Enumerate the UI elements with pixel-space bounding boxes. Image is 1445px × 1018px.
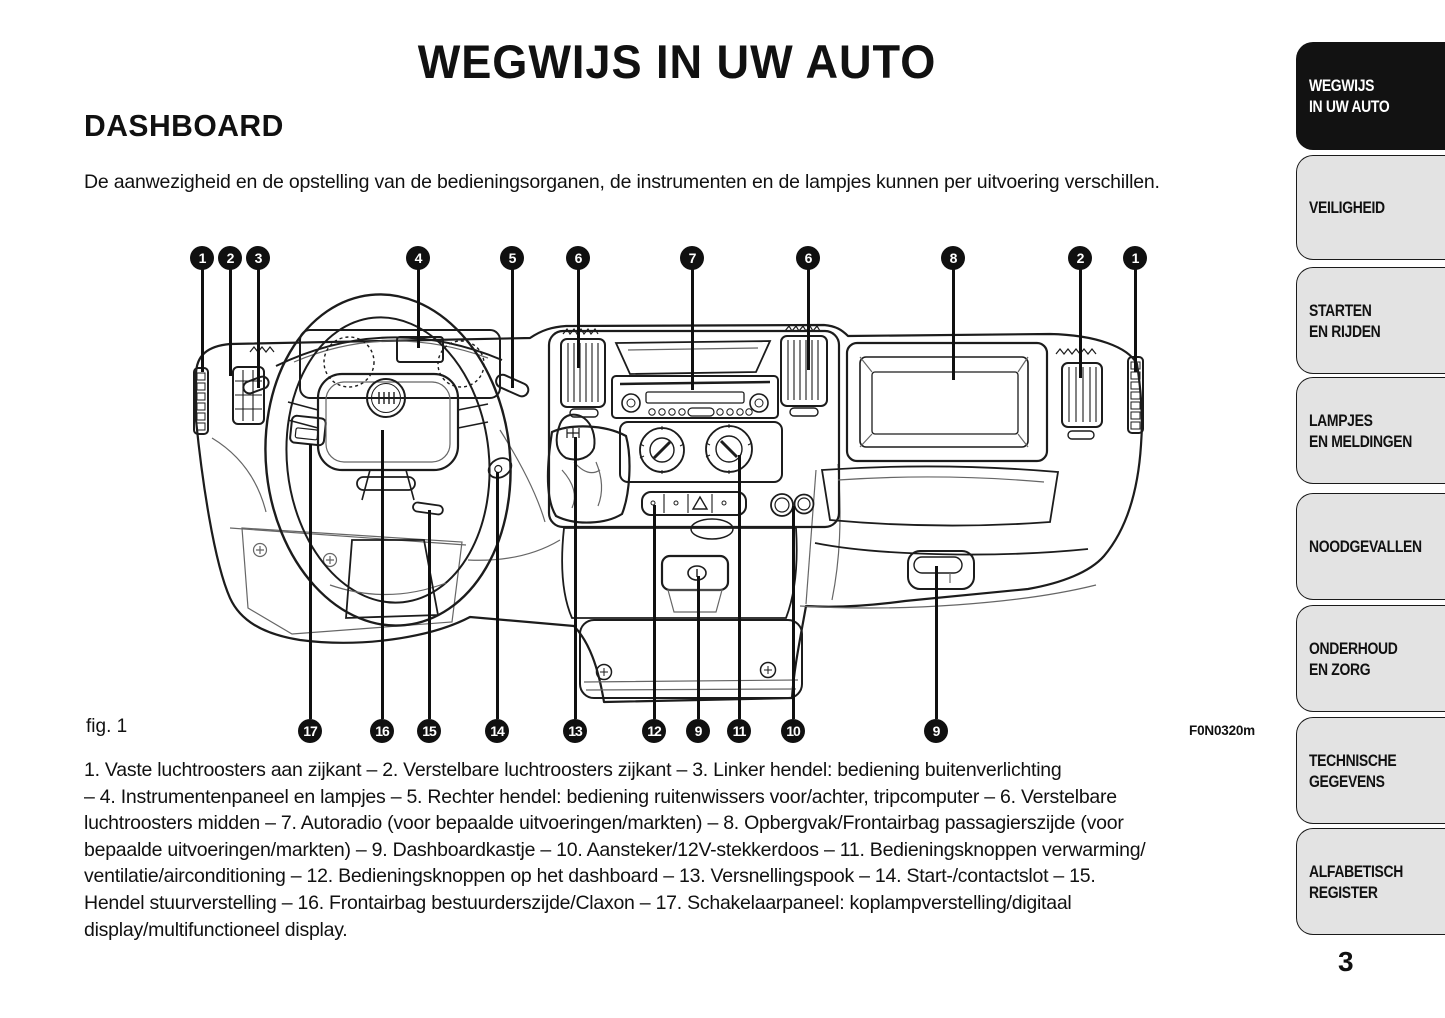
callout-marker-3: 3 [246, 246, 270, 270]
driver-airbag-pad [318, 374, 458, 470]
callout-marker-10: 10 [781, 719, 805, 743]
callout-line-6 [807, 269, 810, 370]
intro-text: De aanwezigheid en de opstelling van de bedieningsorganen, de instrumenten en de lampjes kunnen per uitvoering verschillen. [84, 171, 1160, 193]
cup-recess [691, 519, 733, 539]
sidebar-tab-onderhoud-en-zorg[interactable] [1296, 605, 1445, 712]
car-radio [612, 376, 778, 418]
callout-line-8 [952, 269, 955, 380]
callout-line-10 [792, 506, 795, 719]
chapter-sidebar [1296, 0, 1445, 1018]
sidebar-tab-alfabetisch-register[interactable] [1296, 828, 1445, 935]
legend-line: luchtroosters midden – 7. Autoradio (voor bepaalde uitvoeringen/markten) – 8. Opbergvak/Frontairbag passagierszijde (voor [84, 812, 1124, 835]
callout-marker-9: 9 [924, 719, 948, 743]
callout-marker-13: 13 [563, 719, 587, 743]
page-number: 3 [1338, 946, 1354, 977]
sidebar-tab-label: VEILIGHEID [1309, 198, 1385, 217]
right-adjustable-vent [1062, 363, 1102, 439]
callout-marker-7: 7 [680, 246, 704, 270]
sidebar-tab-label: LAMPJES [1309, 410, 1373, 430]
sidebar-tab-label: WEGWIJS [1309, 76, 1375, 95]
sidebar-tab-veiligheid[interactable] [1296, 155, 1445, 260]
figure-label: fig. 1 [86, 716, 128, 737]
callout-marker-17: 17 [298, 719, 322, 743]
figure-code: F0N0320m [1189, 723, 1255, 738]
callout-marker-16: 16 [370, 719, 394, 743]
passenger-airbag-panel [847, 343, 1047, 461]
callout-line-9 [697, 576, 700, 719]
callout-line-15 [428, 510, 431, 719]
sidebar-tab-label: REGISTER [1309, 882, 1378, 902]
callout-marker-4: 4 [406, 246, 430, 270]
callout-line-16 [381, 430, 384, 719]
passenger-shelf [822, 466, 1058, 525]
gear-lever [548, 415, 630, 523]
callout-marker-14: 14 [485, 719, 509, 743]
sidebar-tab-label: EN RIJDEN [1309, 321, 1381, 341]
sidebar-tab-starten-en-rijden[interactable] [1296, 267, 1445, 374]
sidebar-tab-technische-gegevens[interactable] [1296, 717, 1445, 824]
legend-line: – 4. Instrumentenpaneel en lampjes – 5. Rechter hendel: bediening ruitenwissers voor/achter, tripcomputer – 6. Verstelbare [84, 785, 1117, 808]
page-title: WEGWIJS IN UW AUTO [417, 35, 937, 88]
callout-marker-12: 12 [642, 719, 666, 743]
callout-line-4 [417, 269, 420, 348]
callout-marker-15: 15 [417, 719, 441, 743]
callout-line-1 [1134, 269, 1137, 372]
glovebox [800, 543, 1096, 608]
sidebar-tab-label: IN UW AUTO [1309, 97, 1390, 116]
callout-marker-2: 2 [218, 246, 242, 270]
callout-marker-6: 6 [796, 246, 820, 270]
callout-line-17 [309, 444, 312, 719]
sidebar-tab-label: GEGEVENS [1309, 771, 1385, 791]
callout-line-13 [574, 437, 577, 719]
sidebar-tab-wegwijs-in-uw-auto[interactable] [1296, 42, 1445, 150]
callout-marker-8: 8 [941, 246, 965, 270]
callout-line-14 [496, 472, 499, 719]
callout-marker-1: 1 [1123, 246, 1147, 270]
legend-line: Hendel stuurverstelling – 16. Frontairbag bestuurderszijde/Claxon – 17. Schakelaarpaneel: koplampverstelling/digitaal [84, 891, 1072, 914]
sidebar-tab-label: EN MELDINGEN [1309, 431, 1412, 451]
sidebar-tab-label: ONDERHOUD [1309, 638, 1398, 658]
steering-wheel [249, 282, 526, 638]
figure-legend [84, 757, 1145, 943]
sidebar-tab-label: STARTEN [1309, 300, 1372, 320]
sidebar-tab-noodgevallen[interactable] [1296, 493, 1445, 600]
callout-line-2 [1079, 269, 1082, 378]
section-heading: DASHBOARD [84, 108, 284, 143]
callout-line-2 [229, 269, 232, 376]
callout-marker-2: 2 [1068, 246, 1092, 270]
console-compartment-lid [662, 556, 728, 590]
sidebar-tab-label: ALFABETISCH [1309, 861, 1403, 881]
callout-marker-1: 1 [190, 246, 214, 270]
callout-line-11 [738, 455, 741, 719]
center-vent-right [781, 336, 827, 416]
callout-line-6 [577, 269, 580, 368]
legend-line: 1. Vaste luchtroosters aan zijkant – 2. Verstelbare luchtroosters zijkant – 3. Linker hendel: bediening buitenverlichting [84, 759, 1062, 781]
callout-line-9 [935, 566, 938, 719]
dashboard-body [196, 325, 1142, 702]
sidebar-tab-label: EN ZORG [1309, 659, 1371, 679]
sidebar-tab-label: TECHNISCHE [1309, 750, 1397, 770]
callout-line-1 [201, 269, 204, 372]
callout-marker-6: 6 [566, 246, 590, 270]
sidebar-tab-lampjes-en-meldingen[interactable] [1296, 377, 1445, 484]
callout-marker-5: 5 [500, 246, 524, 270]
callout-line-3 [257, 269, 260, 388]
legend-line: bepaalde uitvoeringen/markten) – 9. Dashboardkastje – 10. Aansteker/12V-stekkerdoos – 11. Bedieningsknoppen verwarming/ [84, 838, 1146, 861]
sidebar-tab-label: NOODGEVALLEN [1309, 537, 1422, 556]
callout-marker-11: 11 [727, 719, 751, 743]
callout-marker-9: 9 [686, 719, 710, 743]
callout-line-5 [511, 269, 514, 388]
legend-line: ventilatie/airconditioning – 12. Bedieningsknoppen op het dashboard – 13. Versnellingspook – 14. Start-/contactslot – 15. [84, 865, 1096, 888]
callout-line-7 [691, 269, 694, 390]
climate-controls [620, 422, 782, 482]
legend-line: display/multifunctioneel display. [84, 918, 348, 941]
headlamp-switch-panel [290, 415, 327, 445]
center-vent-left [561, 339, 605, 417]
callout-line-12 [653, 505, 656, 719]
dashboard-buttons [642, 492, 746, 539]
